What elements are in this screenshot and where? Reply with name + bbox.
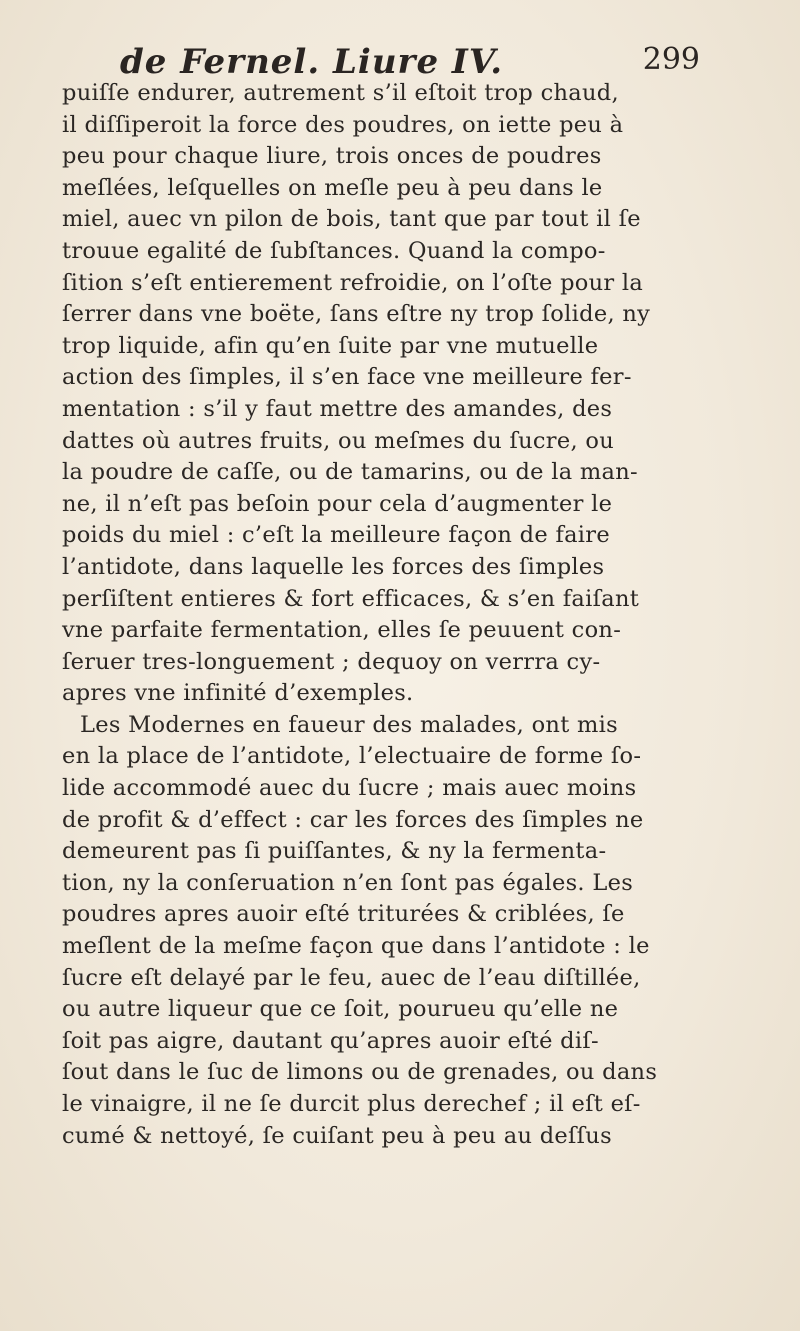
text-line: en la place de l’antidote, l’electuaire de forme ſo- [62,743,642,770]
text-line: ſout dans le ſuc de limons ou de grenades, ou dans [62,1059,658,1086]
text-line: ſucre eſt delayé par le feu, auec de l’eau diſtillée, [62,964,641,991]
text-line: ſeruer tres-longuement ; dequoy on verrra cy- [62,648,601,675]
text-line: vne parfaite fermentation, elles ſe peuuent con- [62,617,622,644]
page-number: 299 [642,42,700,77]
body-text [62,78,762,1152]
text-line: trop liquide, afin qu’en ſuite par vne mutuelle [62,332,599,359]
text-line: ne, il n’eſt pas beſoin pour cela d’augmenter le [62,490,613,517]
text-line: ſerrer dans vne boëte, ſans eſtre ny trop ſolide, ny [62,301,651,328]
running-title: de Fernel. Liure IV. [120,42,504,82]
text-line: la poudre de caſſe, ou de tamarins, ou de la man- [62,459,638,486]
text-line: trouue egalité de ſubſtances. Quand la compo- [62,237,606,264]
text-line: ſition s’eſt entierement refroidie, on l’oſte pour la [62,269,644,296]
text-line: tion, ny la conſeruation n’en ſont pas égales. Les [62,869,634,896]
text-line: ou autre liqueur que ce ſoit, pourueu qu’elle ne [62,996,619,1023]
text-line: le vinaigre, il ne ſe durcit plus derechef ; il eſt eſ- [62,1091,641,1117]
text-line: peu pour chaque liure, trois onces de poudres [62,143,602,170]
text-line: l’antidote, dans laquelle les forces des ſimples [62,553,605,580]
text-line: meſlées, leſquelles on meſle peu à peu dans le [62,174,603,201]
text-line: il diſſiperoit la force des poudres, on iette peu à [62,111,624,138]
text-line: meſlent de la meſme façon que dans l’antidote : le [62,933,650,960]
text-line: ſoit pas aigre, dautant qu’apres auoir eſté diſ- [62,1027,599,1054]
text-line: puiſſe endurer, autrement s’il eſtoit trop chaud, [62,80,619,106]
text-line: apres vne infinité d’exemples. [62,680,414,707]
text-line: demeurent pas ſi puiſſantes, & ny la fermenta- [62,838,607,865]
text-line: mentation : s’il y faut mettre des amandes, des [62,395,613,422]
text-line: poids du miel : c’eſt la meilleure façon de faire [62,522,610,549]
text-line: poudres apres auoir eſté triturées & criblées, ſe [62,901,625,928]
text-line: dattes où autres fruits, ou meſmes du ſucre, ou [62,427,614,454]
text-line: de profit & d’effect : car les forces des ſimples ne [62,806,644,833]
text-line: miel, auec vn pilon de bois, tant que par tout il ſe [62,206,641,233]
text-line: lide accommodé auec du ſucre ; mais auec moins [62,775,637,802]
text-line: action des ſimples, il s’en face vne meilleure fer- [62,364,632,391]
text-line: perſiſtent entieres & fort efficaces, & s’en faiſant [62,585,640,612]
text-line: cumé & nettoyé, ſe cuiſant peu à peu au deſſus [62,1122,612,1149]
text-line: Les Modernes en faueur des malades, ont mis [80,711,618,738]
